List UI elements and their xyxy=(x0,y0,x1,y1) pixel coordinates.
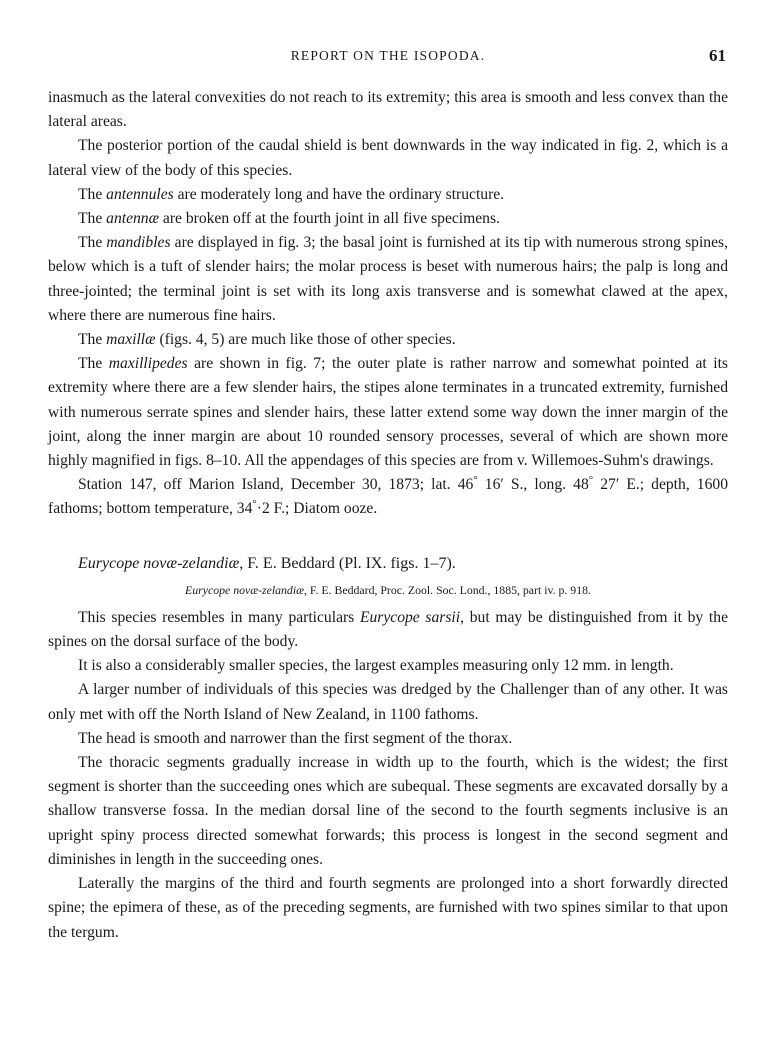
paragraph-mandibles xyxy=(48,231,728,328)
paragraph-antennules xyxy=(48,183,728,207)
page-number: 61 xyxy=(709,46,726,65)
paragraph-size: It is also a considerably smaller species, the largest examples measuring only 12 mm. in length. xyxy=(78,657,674,675)
paragraph-station xyxy=(48,473,728,521)
degree-symbol: ° xyxy=(252,498,257,511)
species-heading xyxy=(78,552,728,576)
paragraph-antennae xyxy=(48,207,728,231)
synonym-reference: , F. E. Beddard, Proc. Zool. Soc. Lond., 1885, part iv. p. 918. xyxy=(303,582,591,597)
page-header xyxy=(48,46,728,70)
body-text xyxy=(48,86,728,945)
species-authority: , F. E. Beddard (Pl. IX. figs. 1–7). xyxy=(239,554,456,572)
text-segment: are moderately long and have the ordinary structure. xyxy=(173,185,505,203)
paragraph-caudal-shield: The posterior portion of the caudal shield is bent downwards in the way indicated in fig. 2, which is a lateral view of the body of this species. xyxy=(48,137,728,179)
text-segment: , but may be distinguished from it by the spines on the dorsal surface of the body. xyxy=(48,608,728,651)
text-segment: (figs. 4, 5) are much like those of other species. xyxy=(155,331,456,349)
text-segment: ·2 F.; Diatom ooze. xyxy=(256,500,378,518)
term-eurycope-sarsii: Eurycope sarsii xyxy=(359,608,461,626)
text-segment: 27′ E.; depth, 1600 fathoms; bottom temperature, 34 xyxy=(48,476,728,518)
text-segment: are broken off at the fourth joint in all five specimens. xyxy=(159,210,500,228)
paragraph-maxillipedes xyxy=(48,352,728,473)
term-maxillipedes: maxillipedes xyxy=(108,355,188,373)
term-antennae: antennæ xyxy=(106,210,159,228)
running-head: REPORT ON THE ISOPODA. xyxy=(290,48,486,63)
paragraph-margins: Laterally the margins of the third and fourth segments are prolonged into a short forwardly directed spine; the epimera of these, as of the preceding segments, are furnished with two spines similar to that upon the tergum. xyxy=(48,875,728,941)
text-segment: Station 147, off Marion Island, December 30, 1873; lat. 46 xyxy=(78,476,474,494)
paragraph-continuation: inasmuch as the lateral convexities do not reach to its extremity; this area is smooth and less convex than the lateral areas. xyxy=(48,89,728,131)
term-antennules: antennules xyxy=(106,185,174,203)
text-segment: The xyxy=(78,185,107,203)
species-name: Eurycope novæ-zelandiæ xyxy=(78,554,240,572)
paragraph-head: The head is smooth and narrower than the first segment of the thorax. xyxy=(78,729,513,747)
degree-symbol: ° xyxy=(588,474,594,487)
text-segment: The xyxy=(78,331,107,349)
text-segment: are shown in fig. 7; the outer plate is rather narrow and somewhat pointed at its extremity where there are a few slender hairs, the stipes alone terminates in a truncated extremity, furnished with numerous serrate spines and slender hairs, these latter extend some way down the inner margin of the joint, along the inner margin are about 10 rounded sensory processes, several of which are shown more highly magnified in figs. 8–10. All the appendages of this species are from v. Willemoes-Suhm's drawings. xyxy=(48,355,728,470)
term-mandibles: mandibles xyxy=(106,234,171,252)
text-segment: The xyxy=(78,355,109,373)
paragraph-thoracic-segments: The thoracic segments gradually increase in width up to the fourth, which is the widest; the first segment is shorter than the succeeding ones which are subequal. These segments are excavated dorsally by a shallow transverse fossa. In the median dorsal line of the second to the fourth segments inclusive is an upright spiny process directed somewhat forwards; this process is longest in the second segment and diminishes in length in the succeeding ones. xyxy=(48,754,728,868)
degree-symbol: ° xyxy=(473,474,478,487)
synonym-line xyxy=(48,580,728,600)
paragraph-maxillae xyxy=(48,328,728,352)
text-segment: The xyxy=(78,234,107,252)
text-segment: are displayed in fig. 3; the basal joint is furnished at its tip with numerous strong spines, below which is a tuft of slender hairs; the molar process is beset with numerous hairs; the palp is long and three-jointed; the terminal joint is set with its long axis transverse and is somewhat clawed at the apex, where there are numerous fine hairs. xyxy=(48,234,728,324)
paragraph-dredged: A larger number of individuals of this species was dredged by the Challenger than of any other. It was only met with off the North Island of New Zealand, in 1100 fathoms. xyxy=(48,681,728,723)
text-segment: The xyxy=(78,210,107,228)
text-segment: 16′ S., long. 48 xyxy=(477,476,589,494)
text-segment: This species resembles in many particulars xyxy=(78,608,360,626)
paragraph-resemblance xyxy=(48,606,728,654)
synonym-name: Eurycope novæ-zelandiæ xyxy=(185,582,304,597)
term-maxillae: maxillæ xyxy=(106,331,156,349)
